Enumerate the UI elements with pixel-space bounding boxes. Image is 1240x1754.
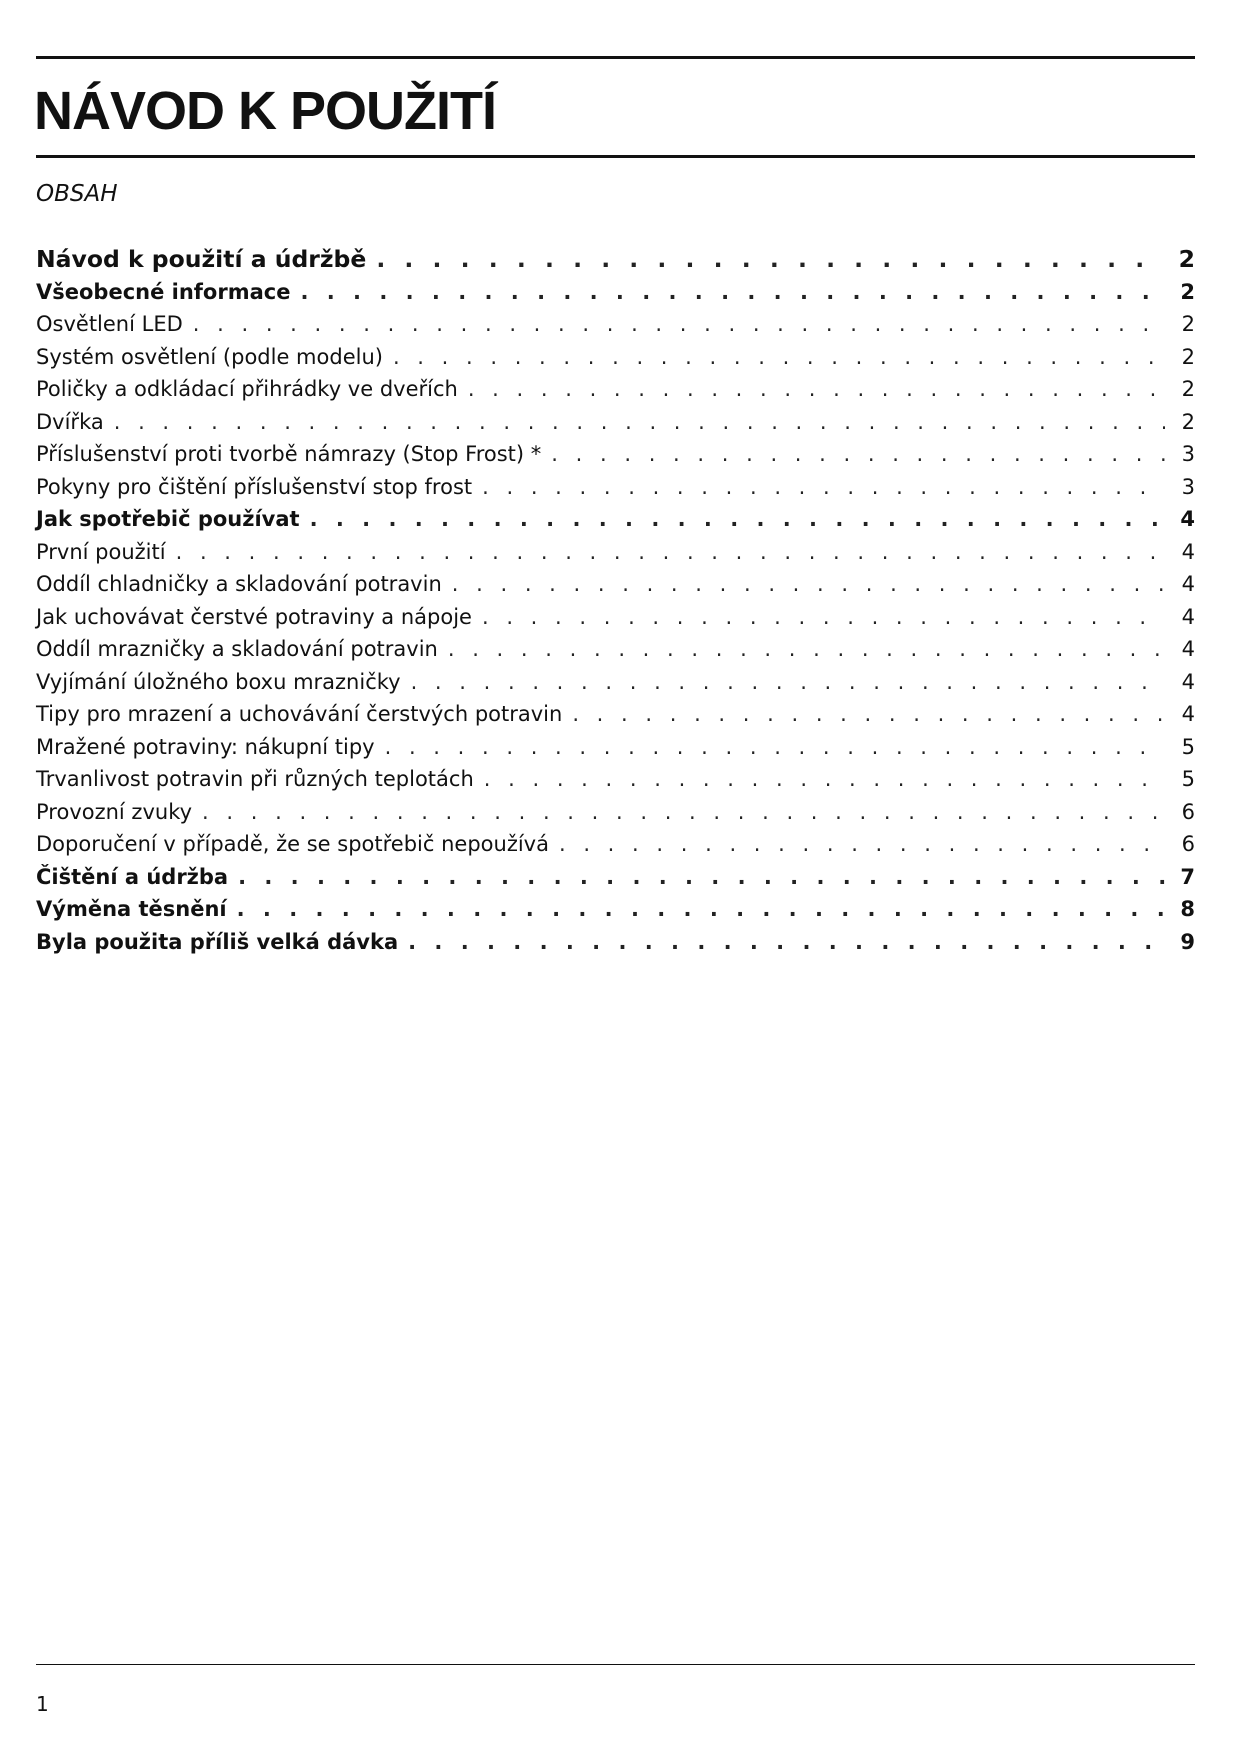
toc-entry-page: 5 <box>1181 767 1195 791</box>
toc-entry-page: 2 <box>1181 344 1195 369</box>
toc-entry[interactable] <box>36 568 1195 601</box>
title-rule <box>36 155 1195 158</box>
toc-entry-page: 4 <box>1181 572 1195 596</box>
toc-entry[interactable] <box>36 893 1195 926</box>
toc-entry[interactable] <box>36 861 1195 894</box>
toc-entry-page: 2 <box>1181 312 1195 336</box>
page-title: NÁVOD K POUŽITÍ <box>34 81 497 141</box>
page-number: 1 <box>36 1692 49 1716</box>
toc-entry[interactable] <box>36 763 1195 796</box>
dot-leader <box>408 926 1165 959</box>
toc-entry-label: Tipy pro mrazení a uchovávání čerstvých potravin <box>36 702 563 726</box>
footer-rule <box>36 1664 1195 1665</box>
toc-entry-page: 4 <box>1181 669 1195 694</box>
toc-entry[interactable] <box>36 438 1195 471</box>
toc-entry[interactable] <box>36 828 1195 861</box>
toc-entry[interactable] <box>36 796 1195 829</box>
toc-entry-page: 2 <box>1180 279 1195 304</box>
toc-entry-label: Systém osvětlení (podle modelu) <box>36 344 383 369</box>
toc-entry-label: Pokyny pro čištění příslušenství stop frost <box>36 474 473 499</box>
dot-leader <box>193 308 1165 341</box>
dot-leader <box>551 438 1165 471</box>
toc-entry[interactable] <box>36 698 1195 731</box>
toc-entry-page: 2 <box>1181 377 1195 401</box>
toc-entry-label: Dvířka <box>36 409 104 434</box>
toc-entry-label: Byla použita příliš velká dávka <box>36 929 399 954</box>
toc-entry[interactable] <box>36 666 1195 699</box>
toc-entry-label: Čištění a údržba <box>36 864 229 889</box>
dot-leader <box>484 763 1165 796</box>
dot-leader <box>238 861 1165 894</box>
toc-entry-label: Osvětlení LED <box>36 312 183 336</box>
toc-entry-label: Mražené potraviny: nákupní tipy <box>36 734 375 759</box>
toc-entry-label: Oddíl chladničky a skladování potravin <box>36 572 442 596</box>
toc-entry-label: Trvanlivost potravin při různých teplotách <box>36 767 474 791</box>
dot-leader <box>300 276 1165 309</box>
toc-entry-page: 4 <box>1181 604 1195 629</box>
toc-entry[interactable] <box>36 536 1195 569</box>
toc-entry-page: 8 <box>1180 897 1195 921</box>
toc-entry-label: Příslušenství proti tvorbě námrazy (Stop Frost) * <box>36 442 542 466</box>
toc-entry-page: 9 <box>1180 929 1195 954</box>
toc-entry[interactable] <box>36 633 1195 666</box>
toc-entry[interactable] <box>36 731 1195 764</box>
top-rule <box>36 56 1195 59</box>
dot-leader <box>452 568 1165 601</box>
toc-entry[interactable] <box>36 373 1195 406</box>
dot-leader <box>448 633 1165 666</box>
toc-entry-label: Jak uchovávat čerstvé potraviny a nápoje <box>36 604 472 629</box>
dot-leader <box>376 243 1165 276</box>
toc-entry-page: 4 <box>1181 702 1195 726</box>
toc-entry-label: První použití <box>36 539 166 564</box>
dot-leader <box>202 796 1165 829</box>
toc-entry-label: Poličky a odkládací přihrádky ve dveřích <box>36 377 458 401</box>
toc-entry-page: 2 <box>1178 245 1195 273</box>
dot-leader <box>310 503 1165 536</box>
contents-heading: OBSAH <box>36 181 118 207</box>
toc-entry-page: 2 <box>1181 409 1195 434</box>
dot-leader <box>482 471 1165 504</box>
table-of-contents <box>36 243 1195 958</box>
toc-entry-label: Všeobecné informace <box>36 279 291 304</box>
toc-entry[interactable] <box>36 341 1195 374</box>
toc-entry[interactable] <box>36 503 1195 536</box>
toc-entry-label: Provozní zvuky <box>36 799 193 824</box>
toc-entry-page: 3 <box>1181 442 1195 466</box>
toc-entry-page: 6 <box>1181 799 1195 824</box>
toc-entry-page: 4 <box>1181 637 1195 661</box>
toc-entry[interactable] <box>36 926 1195 959</box>
dot-leader <box>468 373 1165 406</box>
toc-entry[interactable] <box>36 406 1195 439</box>
toc-entry[interactable] <box>36 243 1195 276</box>
toc-entry-label: Doporučení v případě, že se spotřebič nepoužívá <box>36 832 549 856</box>
toc-entry-label: Výměna těsnění <box>36 897 227 921</box>
toc-entry[interactable] <box>36 471 1195 504</box>
toc-entry-page: 4 <box>1180 507 1195 531</box>
dot-leader <box>482 601 1165 634</box>
toc-entry[interactable] <box>36 308 1195 341</box>
toc-entry-label: Oddíl mrazničky a skladování potravin <box>36 637 438 661</box>
toc-entry-page: 5 <box>1181 734 1195 759</box>
toc-entry-page: 4 <box>1181 539 1195 564</box>
toc-entry-page: 7 <box>1180 864 1195 889</box>
dot-leader <box>572 698 1165 731</box>
dot-leader <box>176 536 1165 569</box>
dot-leader <box>559 828 1165 861</box>
toc-entry[interactable] <box>36 276 1195 309</box>
dot-leader <box>114 406 1165 439</box>
toc-entry[interactable] <box>36 601 1195 634</box>
toc-entry-label: Vyjímání úložného boxu mrazničky <box>36 669 401 694</box>
dot-leader <box>393 341 1165 374</box>
toc-entry-page: 3 <box>1181 474 1195 499</box>
toc-entry-page: 6 <box>1181 832 1195 856</box>
dot-leader <box>385 731 1165 764</box>
dot-leader <box>237 893 1165 926</box>
dot-leader <box>411 666 1165 699</box>
toc-entry-label: Návod k použití a údržbě <box>36 245 367 273</box>
toc-entry-label: Jak spotřebič používat <box>36 507 300 531</box>
